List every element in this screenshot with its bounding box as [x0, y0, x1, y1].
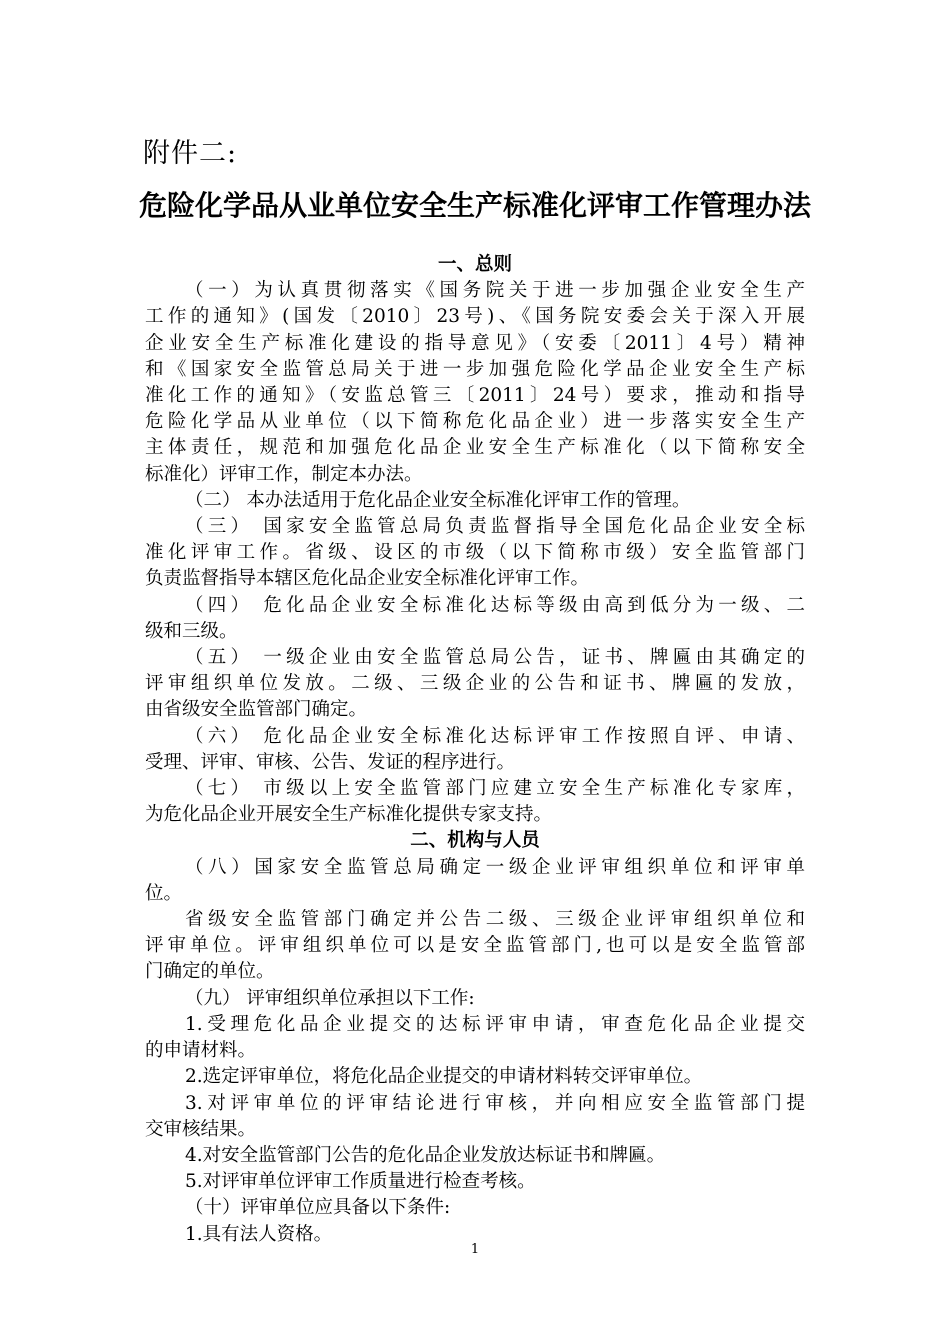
paragraph-9 — [145, 907, 805, 986]
text-line: （五） 一级企业由安全监管总局公告，证书、牌匾由其确定的 — [185, 647, 805, 669]
paragraph-11 — [145, 1195, 805, 1221]
text-line: （八）国家安全监管总局确定一级企业评审组织单位和评审单 — [185, 856, 805, 878]
text-line: 的申请材料。 — [145, 1040, 257, 1062]
text-line: 级和三级。 — [145, 620, 238, 642]
paragraph-4 — [145, 593, 805, 645]
attachment-label: 附件二: — [143, 138, 238, 169]
text-line: 门确定的单位。 — [145, 961, 275, 983]
section-heading-organization: 二、机构与人员 — [410, 830, 540, 852]
list-item — [145, 1169, 805, 1195]
paragraph-10 — [145, 986, 805, 1012]
paragraph-8 — [145, 855, 805, 907]
text-line: 和《国家安全监管总局关于进一步加强危险化学品企业安全生产标 — [145, 358, 805, 380]
text-line: （四） 危化品企业安全标准化达标等级由高到低分为一级、二 — [185, 594, 805, 616]
paragraph-7 — [145, 776, 805, 828]
text-line: 负责监督指导本辖区危化品企业安全标准化评审工作。 — [145, 568, 590, 590]
page-number: 1 — [470, 1242, 480, 1257]
list-item — [145, 1012, 805, 1064]
text-line: 1.具有法人资格。 — [185, 1223, 333, 1245]
text-line: （七） 市级以上安全监管部门应建立安全生产标准化专家库， — [185, 778, 805, 800]
text-line: （三） 国家安全监管总局负责监督指导全国危化品企业安全标 — [185, 516, 805, 538]
paragraph-6 — [145, 724, 805, 776]
text-line: （二） 本办法适用于危化品企业安全标准化评审工作的管理。 — [185, 489, 691, 511]
text-line: 评审组织单位发放。二级、三级企业的公告和证书、牌匾的发放， — [145, 673, 805, 695]
text-line: 4.对安全监管部门公告的危化品企业发放达标证书和牌匾。 — [185, 1144, 666, 1166]
list-item — [145, 1064, 805, 1090]
text-line: 省级安全监管部门确定并公告二级、三级企业评审组织单位和 — [185, 909, 805, 931]
text-line: 危险化学品从业单位（以下简称危化品企业）进一步落实安全生产 — [145, 411, 805, 433]
text-line: （一）为认真贯彻落实《国务院关于进一步加强企业安全生产 — [185, 280, 805, 302]
paragraph-5 — [145, 645, 805, 724]
text-line: 受理、评审、审核、公告、发证的程序进行。 — [145, 751, 516, 773]
text-line: 准化评审工作。省级、设区的市级（以下简称市级）安全监管部门 — [145, 542, 805, 564]
paragraph-3 — [145, 514, 805, 593]
text-line: 准化工作的通知》（安监总管三〔2011〕24号）要求，推动和指导 — [145, 385, 805, 407]
paragraph-1 — [145, 278, 805, 488]
paragraph-2 — [145, 488, 805, 514]
list-item — [145, 1143, 805, 1169]
text-line: （九） 评审组织单位承担以下工作: — [185, 987, 475, 1009]
text-line: 标准化）评审工作，制定本办法。 — [145, 463, 423, 485]
text-line: 评审单位。评审组织单位可以是安全监管部门,也可以是安全监管部 — [145, 935, 805, 957]
text-line: 为危化品企业开展安全生产标准化提供专家支持。 — [145, 804, 553, 826]
text-line: （十）评审单位应具备以下条件: — [185, 1197, 451, 1219]
text-line: （六） 危化品企业安全标准化达标评审工作按照自评、申请、 — [185, 725, 805, 747]
text-line: 位。 — [145, 882, 183, 904]
text-line: 工作的通知》(国发〔2010〕23号)、《国务院安委会关于深入开展 — [145, 306, 805, 328]
text-line: 交审核结果。 — [145, 1118, 257, 1140]
text-line: 2.选定评审单位，将危化品企业提交的申请材料转交评审单位。 — [185, 1066, 703, 1088]
text-line: 1.受理危化品企业提交的达标评审申请，审查危化品企业提交 — [185, 1013, 805, 1035]
text-line: 企业安全生产标准化建设的指导意见》（安委〔2011〕4号）精神 — [145, 332, 805, 354]
list-item — [145, 1091, 805, 1143]
text-line: 由省级安全监管部门确定。 — [145, 699, 368, 721]
section-heading-general: 一、总则 — [437, 254, 512, 275]
document-body — [145, 252, 805, 1248]
text-line: 5.对评审单位评审工作质量进行检查考核。 — [185, 1171, 536, 1193]
text-line: 主体责任，规范和加强危化品企业安全生产标准化（以下简称安全 — [145, 437, 805, 459]
document-title: 危险化学品从业单位安全生产标准化评审工作管理办法 — [138, 189, 811, 222]
text-line: 3.对评审单位的评审结论进行审核，并向相应安全监管部门提 — [185, 1092, 805, 1114]
